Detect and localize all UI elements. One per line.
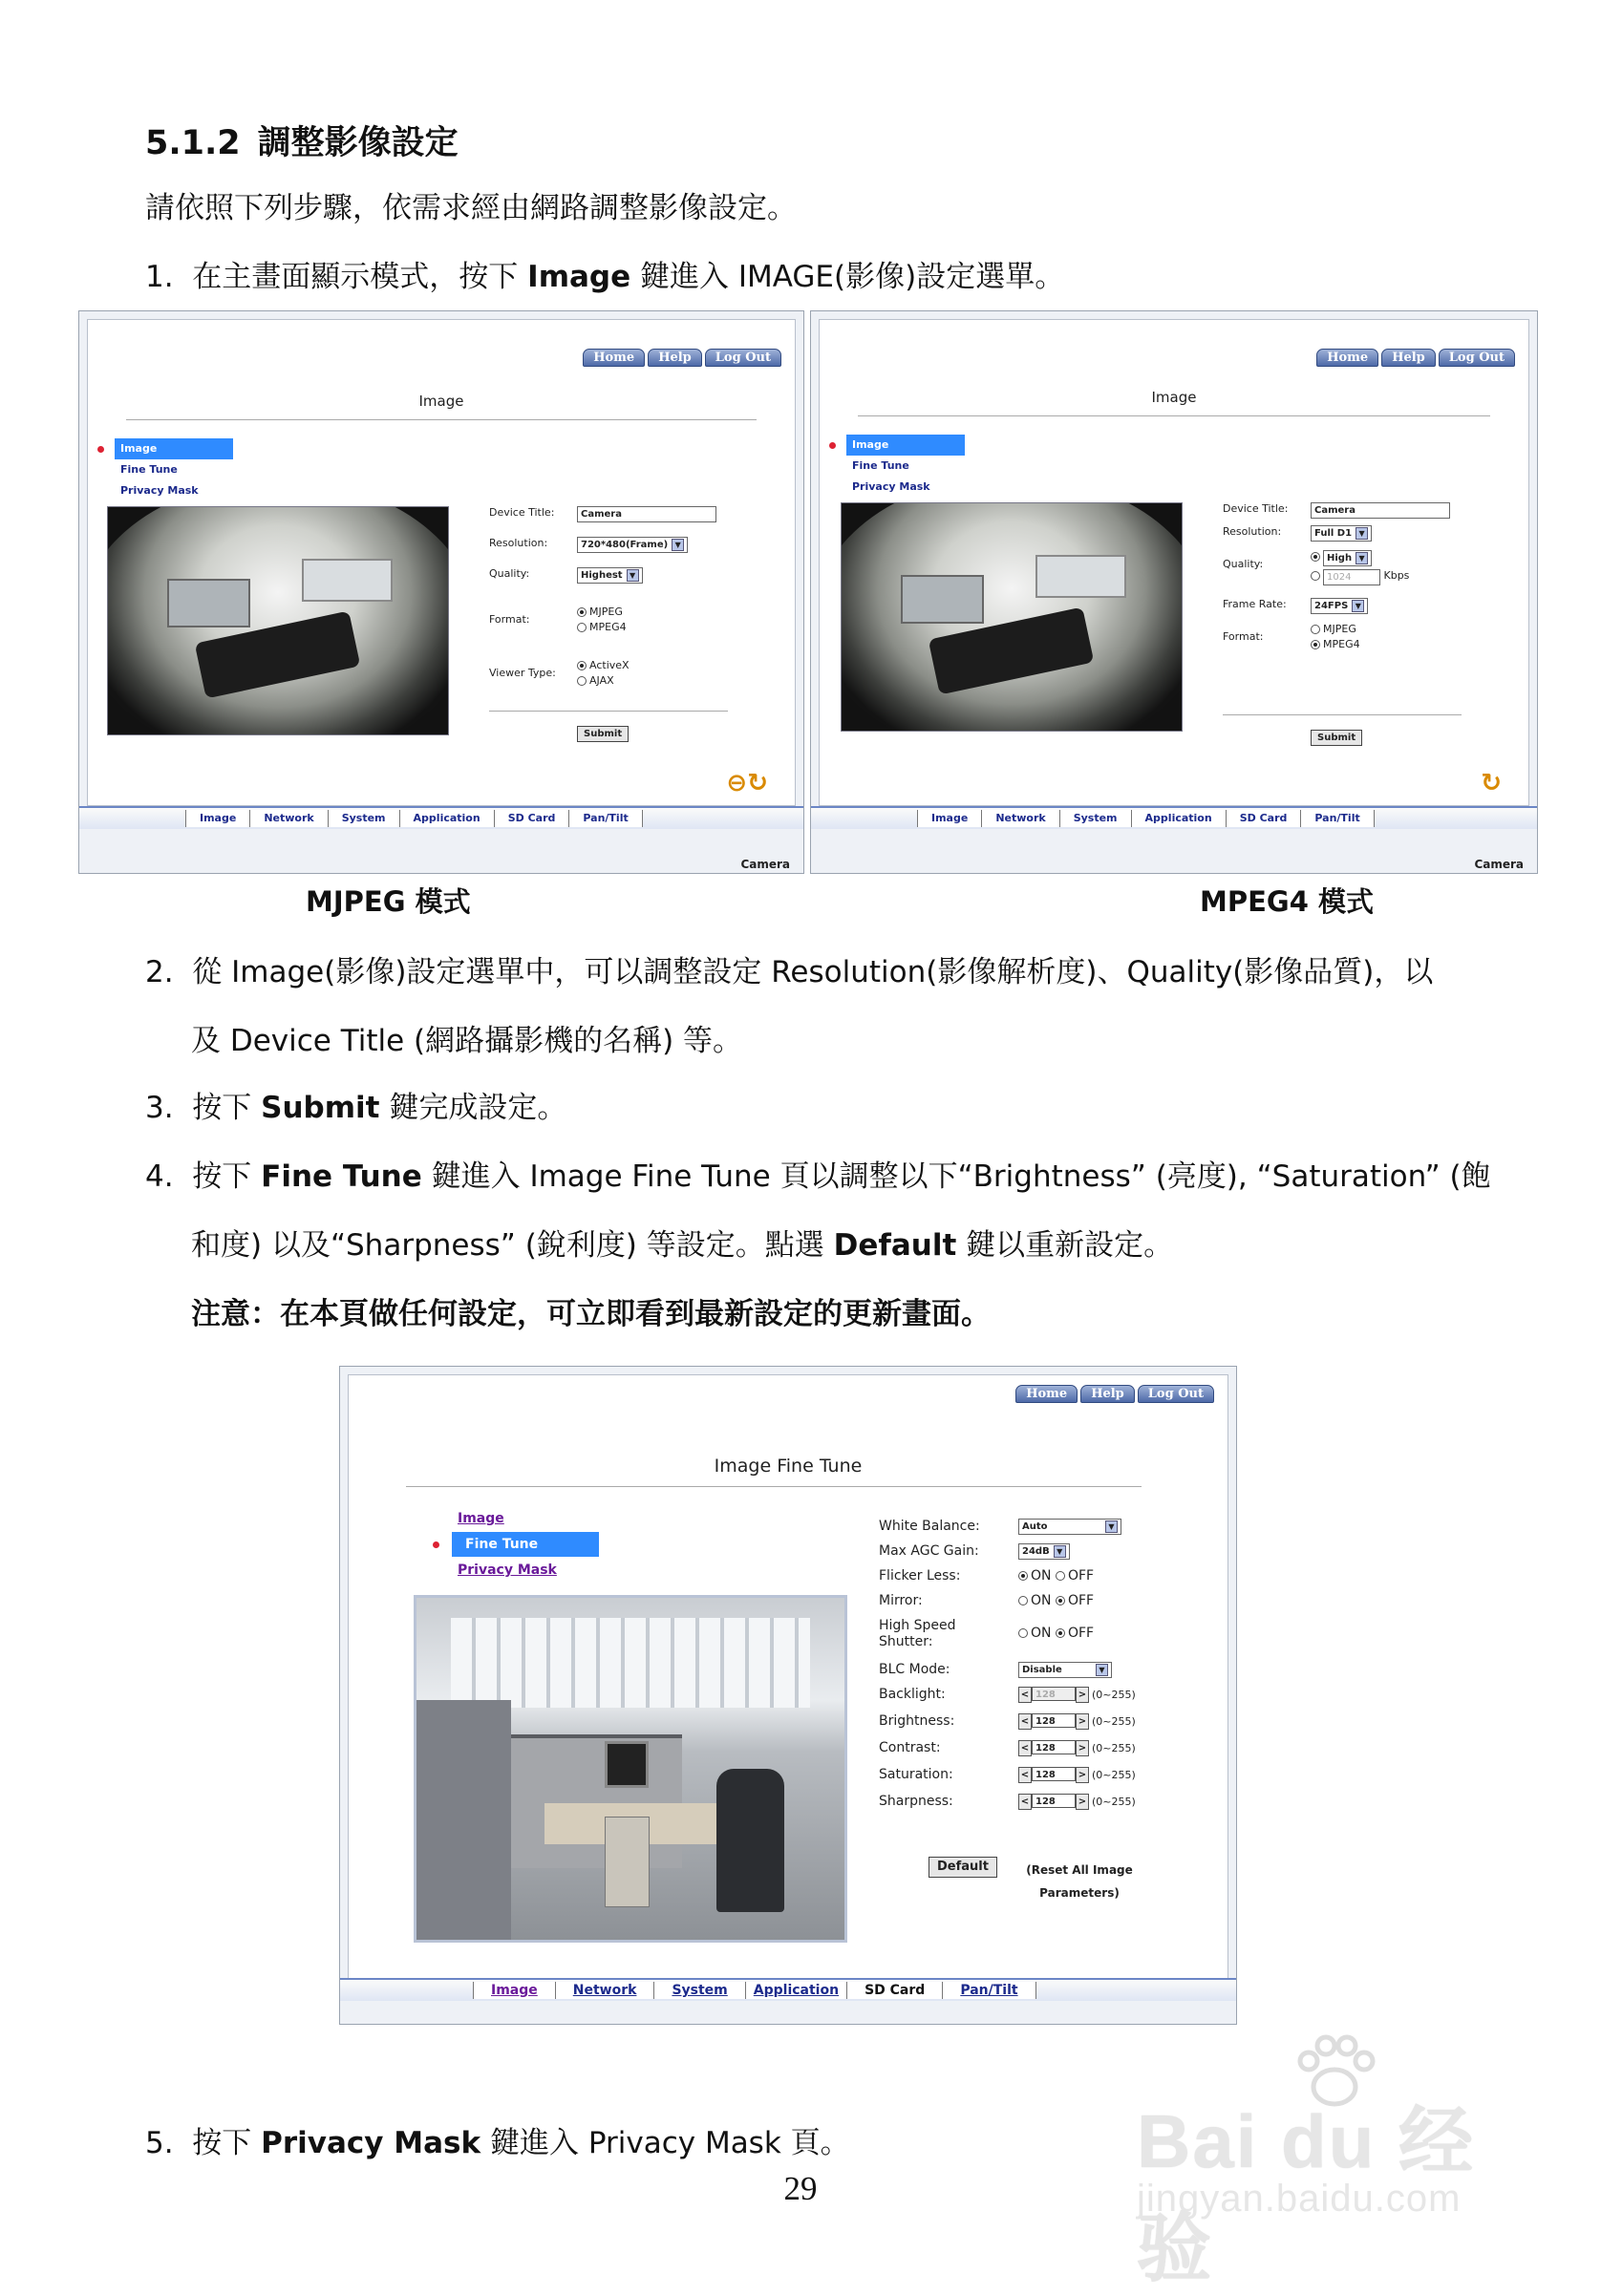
decrease-icon[interactable]: < xyxy=(1018,1713,1032,1730)
mpeg4-nav-items xyxy=(918,810,1375,827)
intro-text: 請依照下列步驟，依需求經由網路調整影像設定。 xyxy=(145,191,797,225)
radio-icon xyxy=(577,623,587,632)
watermark-url: jingyan.baidu.com xyxy=(1137,2178,1462,2220)
blc-mode-label: BLC Mode: xyxy=(879,1662,950,1677)
finetune-nav-items xyxy=(474,1982,1036,1999)
finetune-side-menu xyxy=(452,1505,599,1584)
chevron-down-icon: ▼ xyxy=(1352,600,1364,612)
mpeg4-top-buttons xyxy=(1316,349,1515,367)
white-balance-select[interactable]: Auto ▼ xyxy=(1018,1519,1121,1535)
nav-sd-card[interactable]: SD Card xyxy=(494,810,570,827)
menu-item-privacy-mask[interactable]: Privacy Mask xyxy=(852,480,930,493)
increase-icon[interactable]: > xyxy=(1076,1794,1089,1810)
selected-bullet-icon xyxy=(97,446,104,453)
chevron-down-icon: ▼ xyxy=(672,539,684,551)
quality-option-level[interactable] xyxy=(1311,550,1409,569)
shutter-on-radio[interactable]: ON xyxy=(1018,1626,1052,1641)
sharpness-stepper[interactable]: < 128 > xyxy=(1018,1794,1089,1810)
viewer-type-label: Viewer Type: xyxy=(489,667,556,679)
step-4-note: 注意：在本頁做任何設定，可立即看到最新設定的更新畫面。 xyxy=(191,1297,991,1331)
chevron-down-icon: ▼ xyxy=(1105,1520,1118,1533)
step-2-line-2: 及 Device Title (網路攝影機的名稱) 等。 xyxy=(191,1024,743,1058)
chevron-down-icon: ▼ xyxy=(1356,527,1368,540)
range-text: (0~255) xyxy=(1092,1715,1136,1728)
help-button[interactable]: Help xyxy=(648,349,702,367)
nav-system[interactable]: System xyxy=(653,1982,745,1999)
radio-icon xyxy=(1018,1628,1028,1638)
logout-button[interactable]: Log Out xyxy=(1439,349,1515,367)
nav-application[interactable]: Application xyxy=(399,810,495,827)
radio-icon xyxy=(1311,571,1320,581)
mjpeg-screenshot xyxy=(78,310,804,874)
selected-bullet-icon xyxy=(829,442,836,449)
submit-button[interactable]: Submit xyxy=(577,726,629,742)
nav-sd-card[interactable]: SD Card xyxy=(1226,810,1302,827)
format-option-mpeg4[interactable]: MPEG4 xyxy=(577,621,627,636)
menu-item-fine-tune[interactable]: Fine Tune xyxy=(452,1532,599,1557)
divider xyxy=(858,415,1490,416)
device-title-label: Device Title: xyxy=(489,506,555,519)
finetune-page-title: Image Fine Tune xyxy=(714,1456,863,1477)
backlight-label: Backlight: xyxy=(879,1687,946,1702)
quality-label: Quality: xyxy=(489,567,530,580)
default-note: (Reset All Image Parameters) xyxy=(1026,1863,1133,1900)
agc-select[interactable]: 24dB ▼ xyxy=(1018,1543,1070,1560)
step-2-line-1: 2. 從 Image(影像)設定選單中，可以調整設定 Resolution(影像解析度)、Quality(影像品質)，以 xyxy=(145,955,1434,989)
white-balance-label: White Balance: xyxy=(879,1519,980,1534)
nav-pan-tilt[interactable]: Pan/Tilt xyxy=(942,1982,1035,1999)
home-button[interactable]: Home xyxy=(1015,1385,1078,1403)
default-button[interactable]: Default xyxy=(929,1857,997,1878)
radio-icon xyxy=(1056,1571,1065,1581)
selected-bullet-icon xyxy=(433,1541,439,1548)
section-number: 5.1.2 xyxy=(145,124,241,162)
radio-selected-icon xyxy=(577,607,587,617)
mjpeg-nav-items xyxy=(186,810,643,827)
finetune-top-buttons xyxy=(1015,1385,1214,1403)
watermark-logo: Bai du 经验 xyxy=(1137,2099,1476,2290)
frame-rate-label: Frame Rate: xyxy=(1223,598,1287,610)
menu-item-image[interactable]: Image xyxy=(115,438,233,459)
contrast-label: Contrast: xyxy=(879,1740,941,1755)
quality-option-bitrate[interactable] xyxy=(1311,569,1409,586)
nav-sd-card[interactable]: SD Card xyxy=(846,1982,943,1999)
decrease-icon[interactable]: < xyxy=(1018,1687,1032,1703)
mjpeg-caption: MJPEG 模式 xyxy=(306,885,471,918)
shutter-off-radio[interactable]: OFF xyxy=(1056,1626,1094,1641)
format-label: Format: xyxy=(1223,630,1264,643)
step-1: 1. 在主畫面顯示模式，按下 Image 鍵進入 IMAGE(影像)設定選單。 xyxy=(145,260,1065,294)
nav-pan-tilt[interactable]: Pan/Tilt xyxy=(568,810,642,827)
nav-application[interactable]: Application xyxy=(1131,810,1227,827)
radio-icon xyxy=(1311,625,1320,634)
increase-icon[interactable]: > xyxy=(1076,1740,1089,1756)
quality-label: Quality: xyxy=(1223,558,1264,570)
step-3: 3. 按下 Submit 鍵完成設定。 xyxy=(145,1091,567,1125)
nav-image[interactable]: Image xyxy=(473,1982,556,1999)
radio-icon xyxy=(577,676,587,686)
section-title: 調整影像設定 xyxy=(257,124,459,162)
help-button[interactable]: Help xyxy=(1080,1385,1135,1403)
range-text: (0~255) xyxy=(1092,1742,1136,1754)
finetune-camera-view xyxy=(414,1595,847,1943)
mjpeg-camera-view xyxy=(107,506,449,735)
nav-pan-tilt[interactable]: Pan/Tilt xyxy=(1300,810,1374,827)
mjpeg-top-buttons xyxy=(583,349,781,367)
fisheye-image xyxy=(841,502,1183,732)
backlight-stepper[interactable]: < 128 > xyxy=(1018,1687,1089,1703)
step-4-line-2: 和度) 以及“Sharpness” (銳利度) 等設定。點選 Default 鍵以重新設定。 xyxy=(191,1228,1174,1263)
viewer-option-activex[interactable]: ActiveX xyxy=(577,659,630,674)
mpeg4-settings-form xyxy=(1223,502,1528,760)
increase-icon[interactable]: > xyxy=(1076,1687,1089,1703)
divider xyxy=(406,1486,1142,1487)
mjpeg-panel xyxy=(87,319,796,806)
radio-selected-icon xyxy=(1056,1628,1065,1638)
brightness-label: Brightness: xyxy=(879,1713,955,1729)
brightness-stepper[interactable]: < 128 > xyxy=(1018,1713,1089,1730)
logout-button[interactable]: Log Out xyxy=(1138,1385,1214,1403)
range-text: (0~255) xyxy=(1092,1796,1136,1808)
radio-selected-icon xyxy=(577,661,587,670)
resolution-select[interactable]: Full D1 ▼ xyxy=(1311,525,1372,542)
menu-item-fine-tune[interactable]: Fine Tune xyxy=(852,459,909,472)
nav-application[interactable]: Application xyxy=(745,1982,847,1999)
brand-label: Camera xyxy=(1474,858,1524,871)
mpeg4-page-title: Image xyxy=(1151,389,1197,406)
format-option-mpeg4[interactable]: MPEG4 xyxy=(1311,638,1360,653)
back-refresh-icon[interactable]: ⊖↻ xyxy=(726,769,768,797)
range-text: (0~255) xyxy=(1092,1769,1136,1781)
format-label: Format: xyxy=(489,613,530,626)
section-heading xyxy=(145,122,459,164)
fisheye-image xyxy=(107,506,449,735)
radio-icon xyxy=(1018,1596,1028,1605)
step-5: 5. 按下 Privacy Mask 鍵進入 Privacy Mask 頁。 xyxy=(145,2126,850,2160)
help-button[interactable]: Help xyxy=(1381,349,1436,367)
sharpness-label: Sharpness: xyxy=(879,1794,953,1809)
menu-item-fine-tune[interactable]: Fine Tune xyxy=(120,463,178,476)
home-button[interactable]: Home xyxy=(1316,349,1378,367)
chevron-down-icon: ▼ xyxy=(1096,1664,1108,1676)
logout-button[interactable]: Log Out xyxy=(705,349,781,367)
device-title-input[interactable]: Camera xyxy=(1311,502,1450,519)
baidu-watermark xyxy=(1137,2034,1519,2290)
refresh-icon[interactable]: ↻ xyxy=(1481,769,1502,797)
device-title-label: Device Title: xyxy=(1223,502,1289,515)
radio-selected-icon xyxy=(1311,640,1320,649)
blc-mode-select[interactable]: Disable ▼ xyxy=(1018,1662,1112,1678)
resolution-label: Resolution: xyxy=(489,537,548,549)
divider xyxy=(489,711,728,712)
office-image xyxy=(416,1598,844,1940)
agc-label: Max AGC Gain: xyxy=(879,1543,979,1559)
saturation-label: Saturation: xyxy=(879,1767,953,1782)
contrast-stepper[interactable]: < 128 > xyxy=(1018,1740,1089,1756)
mpeg4-caption: MPEG4 模式 xyxy=(1200,885,1375,918)
page-number: 29 xyxy=(783,2170,818,2207)
frame-rate-select[interactable]: 24FPS ▼ xyxy=(1311,598,1368,614)
mirror-on-radio[interactable]: ON xyxy=(1018,1593,1052,1608)
quality-select[interactable]: Highest ▼ xyxy=(577,567,643,584)
chevron-down-icon: ▼ xyxy=(1054,1545,1066,1558)
range-text: (0~255) xyxy=(1092,1689,1136,1701)
chevron-down-icon: ▼ xyxy=(627,569,639,582)
decrease-icon[interactable]: < xyxy=(1018,1767,1032,1783)
radio-selected-icon xyxy=(1056,1596,1065,1605)
radio-selected-icon xyxy=(1018,1571,1028,1581)
shutter-label: High Speed Shutter: xyxy=(879,1618,956,1649)
resolution-select[interactable]: 720*480(Frame) ▼ xyxy=(577,537,688,553)
quality-select[interactable]: High ▼ xyxy=(1323,550,1372,566)
nav-network[interactable]: Network xyxy=(981,810,1059,827)
home-button[interactable]: Home xyxy=(583,349,645,367)
decrease-icon[interactable]: < xyxy=(1018,1794,1032,1810)
nav-network[interactable]: Network xyxy=(249,810,328,827)
divider xyxy=(1223,714,1462,715)
menu-item-image[interactable]: Image xyxy=(458,1511,504,1526)
nav-image[interactable]: Image xyxy=(185,810,250,827)
flicker-label: Flicker Less: xyxy=(879,1568,961,1584)
mpeg4-screenshot xyxy=(810,310,1538,874)
menu-item-privacy-mask[interactable]: Privacy Mask xyxy=(458,1563,557,1578)
nav-system[interactable]: System xyxy=(328,810,400,827)
saturation-stepper[interactable]: < 128 > xyxy=(1018,1767,1089,1783)
mirror-label: Mirror: xyxy=(879,1593,923,1608)
mpeg4-camera-view xyxy=(841,502,1183,732)
bitrate-unit: Kbps xyxy=(1383,569,1410,582)
mjpeg-settings-form xyxy=(489,506,795,755)
increase-icon[interactable]: > xyxy=(1076,1767,1089,1783)
flicker-on-radio[interactable]: ON xyxy=(1018,1568,1052,1584)
mirror-off-radio[interactable]: OFF xyxy=(1056,1593,1094,1608)
menu-item-privacy-mask[interactable]: Privacy Mask xyxy=(120,484,199,497)
menu-item-image[interactable]: Image xyxy=(846,435,965,456)
radio-selected-icon xyxy=(1311,552,1320,562)
brand-label: Camera xyxy=(740,858,790,871)
format-option-mjpeg[interactable]: MJPEG xyxy=(577,606,627,621)
viewer-option-ajax[interactable]: AJAX xyxy=(577,674,630,690)
finetune-settings-form xyxy=(879,1519,1223,1901)
flicker-off-radio[interactable]: OFF xyxy=(1056,1568,1094,1584)
increase-icon[interactable]: > xyxy=(1076,1713,1089,1730)
chevron-down-icon: ▼ xyxy=(1356,552,1368,564)
step-4-line-1: 4. 按下 Fine Tune 鍵進入 Image Fine Tune 頁以調整以下“Brightness” (亮度), “Saturation” (飽 xyxy=(145,1159,1491,1194)
submit-button[interactable]: Submit xyxy=(1311,730,1362,746)
mpeg4-side-menu xyxy=(846,435,965,498)
resolution-label: Resolution: xyxy=(1223,525,1282,538)
finetune-screenshot xyxy=(339,1366,1237,2025)
nav-image[interactable]: Image xyxy=(917,810,982,827)
finetune-panel xyxy=(348,1374,1228,1980)
mjpeg-side-menu xyxy=(115,438,233,501)
decrease-icon[interactable]: < xyxy=(1018,1740,1032,1756)
nav-network[interactable]: Network xyxy=(555,1982,655,1999)
bitrate-input[interactable]: 1024 xyxy=(1323,569,1380,585)
divider xyxy=(126,419,757,420)
mpeg4-panel xyxy=(819,319,1529,806)
nav-system[interactable]: System xyxy=(1059,810,1132,827)
format-option-mjpeg[interactable]: MJPEG xyxy=(1311,623,1360,638)
mjpeg-page-title: Image xyxy=(418,393,464,410)
device-title-input[interactable]: Camera xyxy=(577,506,716,522)
